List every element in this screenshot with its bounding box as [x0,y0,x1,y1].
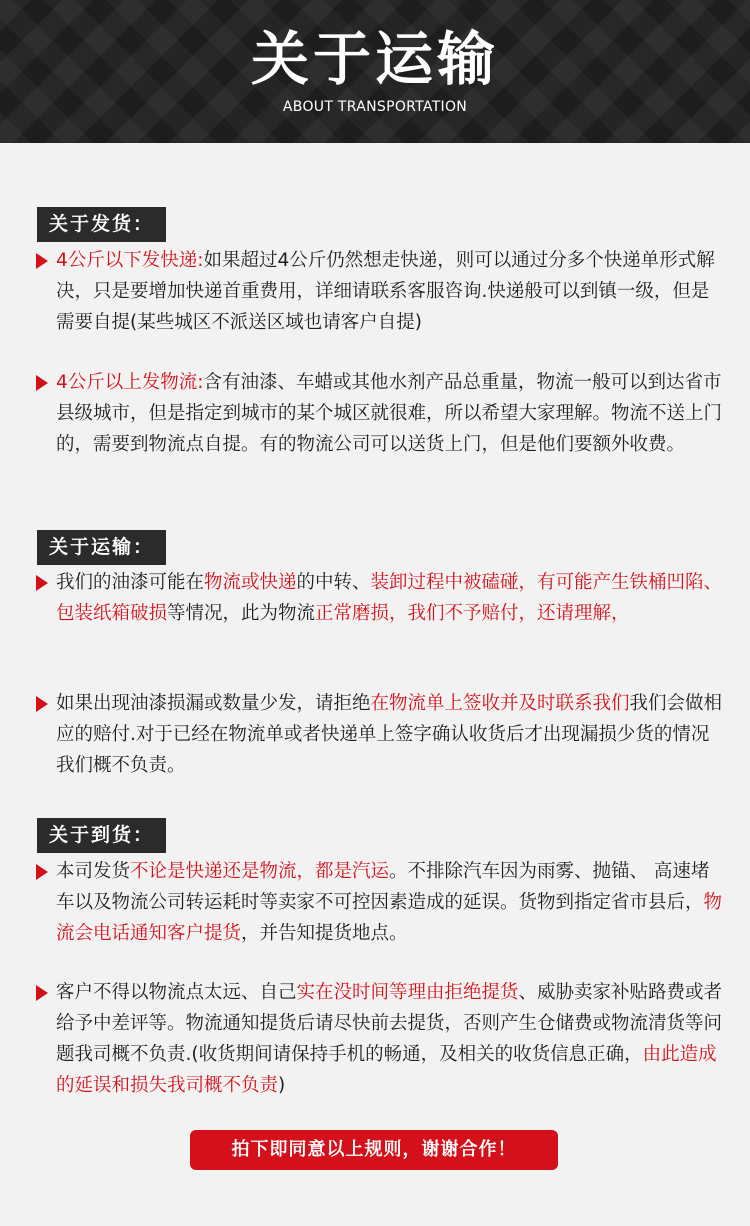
body-text: 客户不得以物流点太远、自己 [56,982,297,1003]
header-banner [0,0,750,143]
body-text: 含有油漆、车蜡或其他水剂产品总重量，物流一般可以到达省市县级城市，但是指定到城市的某个城区就很难，所以希望大家理解。物流不送上门的，需要到物流点自提。有的物流公司可以送货上门，但是他们要额外收费。 [56,372,723,455]
body-text: 我们的油漆可能在 [56,572,205,593]
bullet-text [56,367,726,460]
section-label-arrival: 关于到货： [37,818,166,853]
highlight-text: 不论是快递还是物流，都是汽运 [130,861,390,882]
highlight-text: 装卸过程中被磕碰，有可能产生铁桶凹陷、包装纸箱破损 [56,572,723,624]
body-text: 我们会做相应的赔付.对于已经在物流单或者快递单上签字确认收货后才出现漏损少货的情况我们概不负责。 [56,693,723,776]
list-item [36,977,726,1101]
highlight-text: 由此造成的延误和损失我司概不负责 [56,1044,717,1096]
page-title: 关于运输 [250,25,499,93]
highlight-text: 4公斤以上发物流: [56,372,204,393]
highlight-text: 正常磨损，我们不予赔付，还请理解， [315,603,630,624]
page-subtitle: ABOUT TRANSPORTATION [282,99,468,115]
section-label-shipping: 关于发货： [37,207,166,242]
list-item [36,688,726,781]
body-text: 的中转、 [296,572,371,593]
body-text: 等情况，此为物流 [167,603,316,624]
bullet-text [56,245,726,338]
bullet-text [56,688,726,781]
bullet-text [56,977,726,1101]
agreement-notice: 拍下即同意以上规则，谢谢合作！ [190,1130,558,1170]
triangle-bullet-icon [36,575,48,591]
highlight-text: 实在没时间等理由拒绝提货 [296,982,519,1003]
body-text: ，并告知提货地点。 [241,923,408,944]
list-item [36,245,726,338]
section-label-transport: 关于运输： [37,530,166,565]
triangle-bullet-icon [36,253,48,269]
highlight-text: 4公斤以下发快递: [56,250,204,271]
triangle-bullet-icon [36,864,48,880]
list-item [36,856,726,949]
bullet-text [56,567,726,629]
body-text: 如果出现油漆损漏或数量少发，请拒绝 [56,693,371,714]
body-text: 。不排除汽车因为雨雾、抛锚、 高速堵车以及物流公司转运耗时等卖家不可控因素造成的延误。货物到指定省市县后， [56,861,710,913]
body-text: ) [278,1075,286,1096]
triangle-bullet-icon [36,696,48,712]
body-text: 、威胁卖家补贴路费或者给予中差评等。物流通知提货后请尽快前去提货，否则产生仓储费或物流清货等问题我司概不负责.(收货期间请保持手机的畅通，及相关的收货信息正确， [56,982,723,1065]
highlight-text: 在物流单上签收并及时联系我们 [370,693,630,714]
list-item [36,367,726,460]
highlight-text: 物流或快递 [204,572,297,593]
body-text: 本司发货 [56,861,131,882]
body-text: 如果超过4公斤仍然想走快递，则可以通过分多个快递单形式解决，只是要增加快递首重费用，详细请联系客服咨询.快递般可以到镇一级，但是需要自提(某些城区不派送区域也请客户自提) [56,250,715,333]
bullet-text [56,856,726,949]
highlight-text: 物流会电话通知客户提货 [56,892,723,944]
triangle-bullet-icon [36,985,48,1001]
list-item [36,567,726,629]
triangle-bullet-icon [36,375,48,391]
